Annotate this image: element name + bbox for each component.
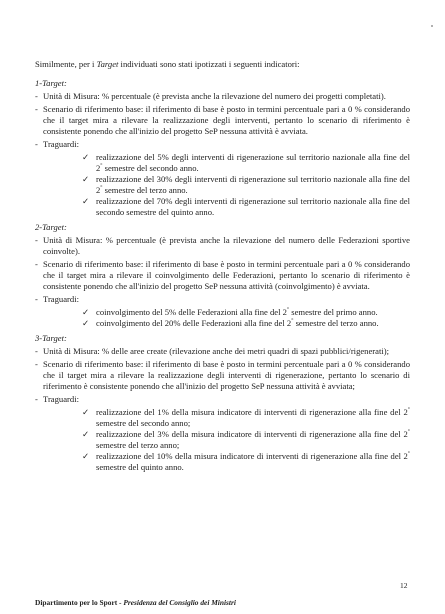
traguardo-text-after: semestre del quinto anno. <box>96 462 184 472</box>
dash-bullet: - <box>35 394 38 404</box>
traguardo-item <box>35 451 410 473</box>
unita-text: Unità di Misura: % percentuale (è prevista anche la rilevazione del numero dei progetti completati). <box>43 91 386 101</box>
traguardi-list <box>35 152 410 218</box>
scenario-item <box>35 359 410 392</box>
scenario-text: Scenario di riferimento base: il riferimento di base è posto in termini percentuale pari a 0 % considerando che il target mira a rilevare la realizzazione degli interventi di rigenerazione, pertanto lo scenario di riferimento è consistente ponendo che all'inizio del progetto SeP nessuna attività è avviata; <box>43 359 410 391</box>
target-section-1 <box>35 78 410 218</box>
traguardo-text-after: semestre del terzo anno. <box>293 318 379 328</box>
dash-bullet: - <box>35 346 38 356</box>
page-footer <box>35 598 410 607</box>
traguardo-text: realizzazione del 3% della misura indicatore di interventi di rigenerazione alla fine del 2 <box>96 429 408 439</box>
check-icon: ✓ <box>82 429 90 439</box>
traguardo-text: realizzazione del 1% della misura indicatore di interventi di rigenerazione alla fine del 2 <box>96 407 408 417</box>
traguardo-item <box>35 307 410 318</box>
check-icon: ✓ <box>82 318 90 328</box>
traguardi-label: Traguardi: <box>43 139 79 149</box>
traguardo-item <box>35 429 410 451</box>
dash-bullet: - <box>35 139 38 149</box>
unita-text: Unità di Misura: % delle aree create (rilevazione anche dei metri quadri di spazi pubblici/rigenerati); <box>43 346 389 356</box>
footer-separator: - <box>117 598 124 607</box>
traguardo-item <box>35 196 410 218</box>
check-icon: ✓ <box>82 451 90 461</box>
traguardo-sup: ° <box>286 307 290 314</box>
traguardo-text-after: semestre del terzo anno; <box>96 440 180 450</box>
traguardo-sup: ° <box>407 407 410 414</box>
traguardo-text: coinvolgimento del 5% delle Federazioni alla fine del 2 <box>96 307 287 317</box>
intro-paragraph <box>35 59 410 70</box>
traguardo-text: coinvolgimento del 20% delle Federazioni alla fine del 2 <box>96 318 292 328</box>
scenario-item <box>35 259 410 292</box>
check-icon: ✓ <box>82 152 90 162</box>
check-icon: ✓ <box>82 174 90 184</box>
target-heading: 2-Target: <box>35 222 67 232</box>
footer-department: Dipartimento per lo Sport <box>35 598 118 607</box>
scenario-item <box>35 104 410 137</box>
traguardo-sup: ° <box>291 318 294 325</box>
traguardo-text: realizzazione del 70% degli interventi di rigenerazione sul territorio nazionale alla fine del secondo semestre del quinto anno. <box>96 196 410 217</box>
traguardi-item <box>35 139 410 150</box>
traguardo-item <box>35 407 410 429</box>
dash-bullet: - <box>35 259 38 269</box>
traguardi-item <box>35 294 410 305</box>
target-section-3 <box>35 333 410 473</box>
traguardo-text: realizzazione del 10% della misura indicatore di interventi di rigenerazione alla fine del 2 <box>96 451 408 461</box>
traguardo-text-after: semestre del terzo anno. <box>102 185 188 195</box>
check-icon: ✓ <box>82 307 90 317</box>
traguardo-item <box>35 152 410 174</box>
page-number: 12 <box>400 581 408 590</box>
unita-item <box>35 346 410 357</box>
traguardo-sup: ° <box>407 451 410 458</box>
unita-item <box>35 91 410 102</box>
scan-speck <box>431 25 433 27</box>
check-icon: ✓ <box>82 407 90 417</box>
target-section-2 <box>35 222 410 329</box>
traguardo-sup: ° <box>100 185 103 192</box>
check-icon: ✓ <box>82 196 90 206</box>
traguardo-text: realizzazione del 30% degli interventi di rigenerazione sul territorio nazionale alla fine del 2 <box>96 174 410 195</box>
traguardo-text-after: semestre del primo anno. <box>289 307 378 317</box>
dash-bullet: - <box>35 359 38 369</box>
traguardo-item <box>35 318 410 329</box>
dash-bullet: - <box>35 91 38 101</box>
document-body <box>35 59 410 475</box>
unita-text: Unità di Misura: % percentuale (è prevista anche la rilevazione del numero delle Federazioni sportive coinvolte). <box>43 235 410 256</box>
target-heading: 1-Target: <box>35 78 67 88</box>
intro-text-after: individuati sono stati ipotizzati i seguenti indicatori: <box>118 59 300 69</box>
traguardi-list <box>35 407 410 473</box>
traguardi-label: Traguardi: <box>43 294 79 304</box>
traguardo-sup: ° <box>100 163 103 170</box>
scenario-text: Scenario di riferimento base: il riferimento di base è posto in termini percentuale pari a 0 % considerando che il target mira a rilevare il coinvolgimento delle Federazioni, pertanto lo scenario di riferimento è consistente ponendo che all'inizio del progetto SeP nessuna attività (coinvolgimento) è avviata. <box>43 259 410 291</box>
traguardi-label: Traguardi: <box>43 394 79 404</box>
scenario-text: Scenario di riferimento base: il riferimento di base è posto in termini percentuale pari a 0 % considerando che il target mira a rilevare la realizzazione degli interventi, pertanto lo scenario di riferimento è consistente ponendo che all'inizio del progetto SeP nessuna attività è avviata. <box>43 104 410 136</box>
traguardo-text: realizzazione del 5% degli interventi di rigenerazione sul territorio nazionale alla fine del 2 <box>96 152 410 173</box>
unita-item <box>35 235 410 257</box>
dash-bullet: - <box>35 235 38 245</box>
intro-text-before: Similmente, per i <box>35 59 97 69</box>
traguardo-sup: ° <box>407 429 410 436</box>
traguardi-list <box>35 307 410 329</box>
traguardo-item <box>35 174 410 196</box>
intro-target-word: Target <box>96 59 119 69</box>
dash-bullet: - <box>35 104 38 114</box>
footer-presidency: Presidenza del Consiglio dei Ministri <box>123 598 236 607</box>
traguardo-text-after: semestre del secondo anno; <box>96 418 191 428</box>
traguardo-text-after: semestre del secondo anno. <box>102 163 199 173</box>
dash-bullet: - <box>35 294 38 304</box>
target-heading: 3-Target: <box>35 333 67 343</box>
traguardi-item <box>35 394 410 405</box>
